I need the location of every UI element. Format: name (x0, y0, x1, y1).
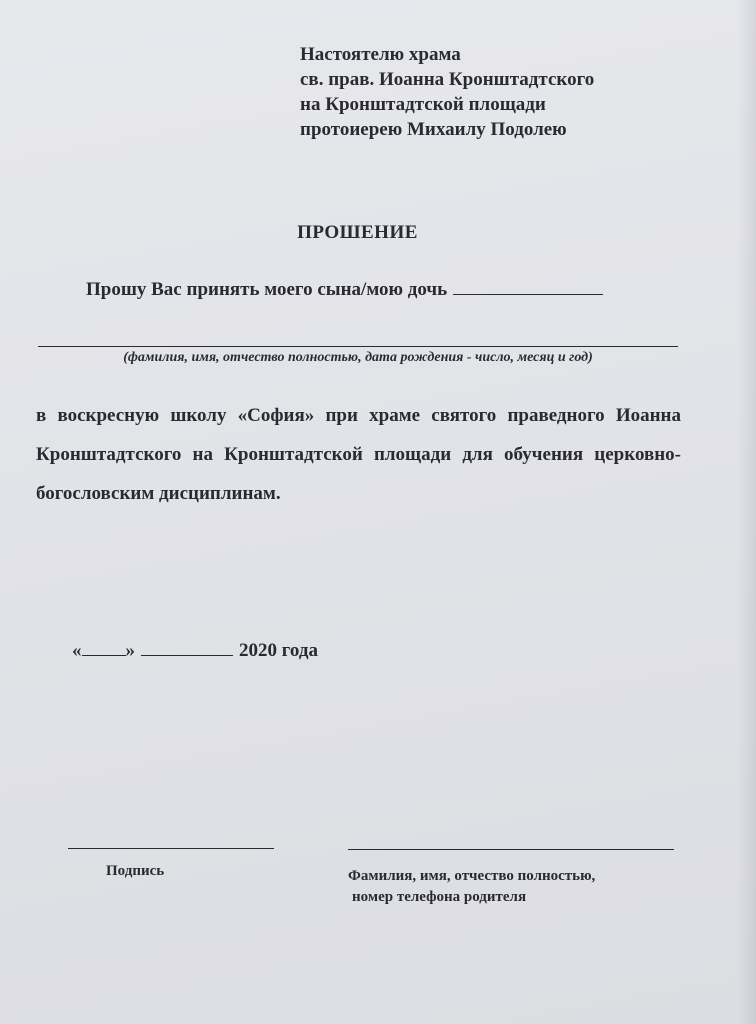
year-text: 2020 года (239, 640, 318, 661)
date-close-quote: » (125, 640, 135, 661)
child-full-name-blank[interactable] (38, 346, 678, 347)
child-name-blank[interactable] (453, 276, 603, 295)
parent-info-label (348, 866, 595, 908)
addressee-line: св. прав. Иоанна Кронштадтского (300, 69, 595, 90)
body-text: в воскресную школу «София» при храме святого праведного Иоанна Кронштадтского на Кронштадтской площади для обучения церковно-богословским дисциплинам. (36, 405, 681, 504)
addressee-line: Настоятелю храма (300, 44, 461, 65)
parent-label-line: номер телефона родителя (352, 889, 527, 905)
date-line (72, 638, 318, 662)
signature-blank[interactable] (68, 848, 274, 849)
signature-label: Подпись (106, 863, 165, 879)
month-blank[interactable] (141, 638, 233, 656)
name-hint: (фамилия, имя, отчество полностью, дата рождения - число, месяц и год) (123, 350, 593, 365)
day-blank[interactable] (82, 638, 126, 656)
request-text: Прошу Вас принять моего сына/мою дочь (86, 279, 448, 300)
addressee-line: протоиерею Михаилу Подолею (300, 119, 567, 140)
parent-info-blank[interactable] (348, 849, 674, 850)
parent-label-line: Фамилия, имя, отчество полностью, (348, 868, 596, 884)
date-open-quote: « (72, 640, 82, 661)
request-line (86, 276, 603, 301)
paper-edge-shadow (738, 0, 756, 1024)
addressee-block (300, 42, 594, 142)
addressee-line: на Кронштадтской площади (300, 94, 546, 115)
document-title: ПРОШЕНИЕ (297, 222, 418, 243)
